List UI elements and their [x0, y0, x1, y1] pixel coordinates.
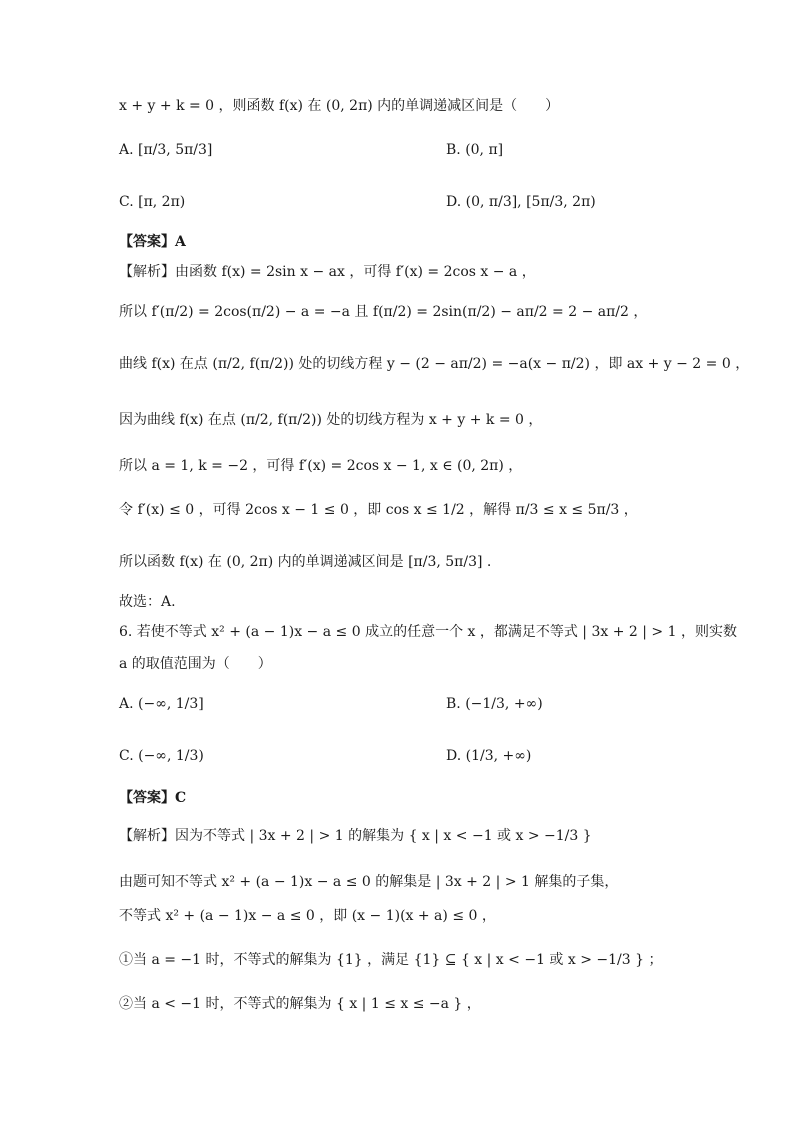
- q5-analysis-5: 所以 a = 1, k = −2 ，可得 f′(x) = 2cos x − 1, x ∈ (0, 2π) ，: [119, 458, 523, 474]
- q5-analysis-6: 令 f′(x) ≤ 0 ，可得 2cos x − 1 ≤ 0 ，即 cos x ≤ 1/2 ，解得 π/3 ≤ x ≤ 5π/3 ，: [119, 502, 638, 518]
- q5-option-c: C. [π, 2π): [119, 194, 186, 210]
- q6-stem-2: a 的取值范围为（ ）: [119, 656, 272, 672]
- q5-stem: x + y + k = 0 ，则函数 f(x) 在 (0, 2π) 内的单调递减区间是（ ）: [119, 98, 560, 114]
- q6-analysis-3: 不等式 x² + (a − 1)x − a ≤ 0 ，即 (x − 1)(x + a) ≤ 0 ，: [119, 908, 496, 924]
- q5-analysis-2: 所以 f′(π/2) = 2cos(π/2) − a = −a 且 f(π/2) = 2sin(π/2) − aπ/2 = 2 − aπ/2 ，: [119, 304, 648, 320]
- q6-stem-1: 6. 若使不等式 x² + (a − 1)x − a ≤ 0 成立的任意一个 x ，都满足不等式 | 3x + 2 | > 1 ，则实数: [119, 624, 737, 640]
- q5-analysis-4: 因为曲线 f(x) 在点 (π/2, f(π/2)) 处的切线方程为 x + y + k = 0 ，: [119, 412, 543, 428]
- q6-option-a: A. (−∞, 1/3]: [119, 696, 204, 712]
- q5-analysis-3: 曲线 f(x) 在点 (π/2, f(π/2)) 处的切线方程 y − (2 − aπ/2) = −a(x − π/2) ，即 ax + y − 2 = 0 ，: [119, 356, 750, 372]
- q5-option-b: B. (0, π]: [446, 142, 504, 158]
- q5-option-d: D. (0, π/3], [5π/3, 2π): [446, 194, 596, 210]
- q5-answer: 【答案】A: [119, 234, 186, 250]
- q6-option-c: C. (−∞, 1/3): [119, 748, 204, 764]
- q5-analysis-7: 所以函数 f(x) 在 (0, 2π) 内的单调递减区间是 [π/3, 5π/3] .: [119, 554, 492, 570]
- q6-option-d: D. (1/3, +∞): [446, 748, 532, 764]
- q5-option-a: A. [π/3, 5π/3]: [119, 142, 213, 158]
- q5-analysis-8: 故选：A.: [119, 594, 176, 610]
- q6-analysis-4: ①当 a = −1 时，不等式的解集为 {1} ，满足 {1} ⊆ { x | x < −1 或 x > −1/3 } ；: [119, 952, 663, 968]
- q5-analysis-1: 【解析】由函数 f(x) = 2sin x − ax ，可得 f′(x) = 2cos x − a ，: [119, 264, 536, 280]
- q6-analysis-1: 【解析】因为不等式 | 3x + 2 | > 1 的解集为 { x | x < −1 或 x > −1/3 }: [119, 828, 592, 844]
- q6-option-b: B. (−1/3, +∞): [446, 696, 543, 712]
- q6-answer: 【答案】C: [119, 790, 187, 806]
- q6-analysis-2: 由题可知不等式 x² + (a − 1)x − a ≤ 0 的解集是 | 3x + 2 | > 1 解集的子集，: [119, 874, 619, 890]
- q6-analysis-5: ②当 a < −1 时，不等式的解集为 { x | 1 ≤ x ≤ −a } ，: [119, 996, 481, 1012]
